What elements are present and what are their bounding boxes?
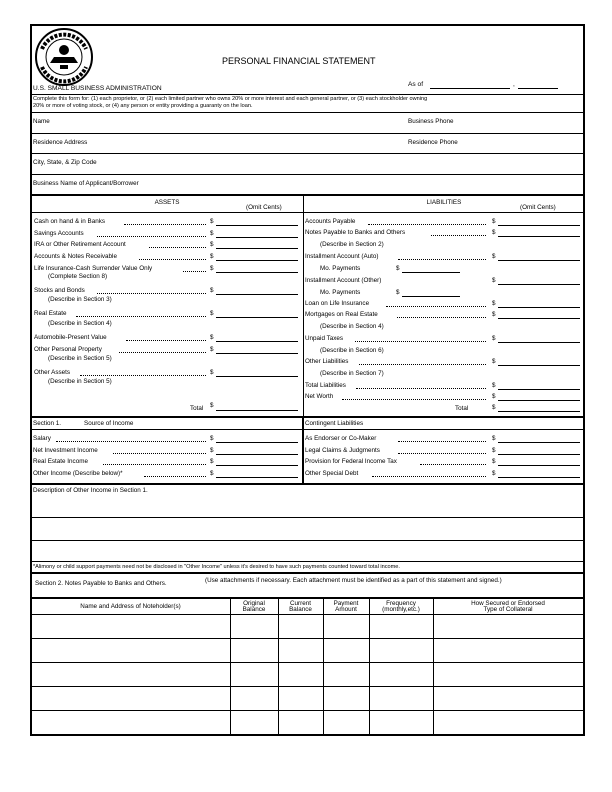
sba-seal-icon	[34, 27, 94, 87]
real-estate-income-field[interactable]	[216, 465, 298, 466]
col-collateral: Type of Collateral	[483, 606, 533, 613]
installment-auto-field[interactable]	[498, 260, 580, 261]
federal-tax-provision-field[interactable]	[498, 465, 580, 466]
rule	[31, 94, 583, 95]
rule	[31, 483, 583, 485]
as-of-year-field[interactable]	[518, 88, 558, 89]
assets-total-field[interactable]	[216, 410, 298, 411]
col-current-balance: Balance	[289, 606, 312, 613]
liability-label: Accounts Payable	[305, 218, 356, 225]
table-col-line	[433, 597, 434, 734]
legal-claims-field[interactable]	[498, 454, 580, 455]
currency-sign: $	[210, 402, 214, 409]
liabilities-total-label: Total	[455, 405, 469, 412]
accounts-receivable-field[interactable]	[216, 260, 298, 261]
other-income-description-title: Description of Other Income in Section 1.	[33, 487, 148, 494]
liability-sublabel: (Describe in Section 7)	[320, 370, 384, 377]
endorser-field[interactable]	[498, 442, 580, 443]
asset-sublabel: (Describe in Section 4)	[48, 320, 112, 327]
other-special-debt-field[interactable]	[498, 477, 580, 478]
automobile-field[interactable]	[216, 341, 298, 342]
currency-sign: $	[396, 289, 400, 296]
col-original-balance: Balance	[242, 606, 266, 613]
currency-sign: $	[210, 287, 214, 294]
asset-label: Life Insurance-Cash Surrender Value Only	[34, 265, 153, 272]
residence-address-field[interactable]	[31, 153, 583, 154]
currency-sign: $	[492, 458, 496, 465]
currency-sign: $	[210, 346, 214, 353]
instructions-line-2: 20% or more of voting stock, or (4) any person or entity providing a guaranty on the loan.	[33, 103, 253, 109]
column-divider	[303, 195, 304, 416]
business-phone-label: Business Phone	[408, 118, 454, 125]
salary-field[interactable]	[216, 442, 298, 443]
rule	[31, 194, 583, 196]
liability-sublabel: (Describe in Section 6)	[320, 347, 384, 354]
assets-heading: ASSETS	[154, 199, 180, 206]
liability-label: Notes Payable to Banks and Others	[305, 229, 406, 236]
currency-sign: $	[492, 447, 496, 454]
liability-label: Installment Account (Auto)	[305, 253, 379, 260]
table-row[interactable]	[31, 710, 583, 711]
currency-sign: $	[210, 241, 214, 248]
other-assets-field[interactable]	[216, 376, 298, 377]
auto-monthly-payment-field[interactable]	[402, 272, 460, 273]
asset-label: Accounts & Notes Receivable	[34, 253, 117, 260]
liability-sublabel: (Describe in Section 2)	[320, 241, 384, 248]
rule	[31, 416, 583, 418]
stocks-bonds-field[interactable]	[216, 294, 298, 295]
col-payment-amount: Amount	[335, 606, 357, 613]
frame-bottom	[30, 734, 585, 736]
other-income-description-line[interactable]	[31, 561, 583, 562]
frame-right	[583, 24, 585, 736]
col-frequency: Frequency	[386, 600, 416, 607]
liability-sublabel: (Describe in Section 4)	[320, 323, 384, 330]
liabilities-heading: LIABILITIES	[426, 199, 462, 206]
net-worth-field[interactable]	[498, 400, 580, 401]
currency-sign: $	[210, 447, 214, 454]
sba-seal	[34, 27, 94, 87]
asset-label: Real Estate	[34, 310, 67, 317]
section1-title: Source of Income	[84, 420, 134, 427]
assets-omit-cents: (Omit Cents)	[246, 204, 282, 211]
asset-label: Savings Accounts	[34, 230, 84, 237]
contingent-label: As Endorser or Co-Maker	[305, 435, 377, 442]
liability-sublabel: Mo. Payments	[320, 289, 361, 296]
col-noteholder: Name and Address of Noteholder(s)	[80, 603, 181, 610]
liability-label: Loan on Life Insurance	[305, 300, 370, 307]
col-current-balance: Current	[290, 600, 311, 607]
liability-label: Unpaid Taxes	[305, 335, 344, 342]
currency-sign: $	[210, 265, 214, 272]
currency-sign: $	[492, 311, 496, 318]
income-label: Real Estate Income	[33, 458, 88, 465]
residence-phone-label: Residence Phone	[408, 139, 458, 146]
total-liabilities-field[interactable]	[498, 389, 580, 390]
asset-label: Other Personal Property	[34, 346, 102, 353]
loan-life-insurance-field[interactable]	[498, 307, 580, 308]
liability-sublabel: Mo. Payments	[320, 265, 361, 272]
table-row[interactable]	[31, 662, 583, 663]
liability-label: Net Worth	[305, 393, 334, 400]
currency-sign: $	[492, 393, 496, 400]
currency-sign: $	[396, 265, 400, 272]
currency-sign: $	[210, 458, 214, 465]
contingent-label: Provision for Federal Income Tax	[305, 458, 397, 465]
other-income-description-line[interactable]	[31, 517, 583, 518]
asset-sublabel: (Describe in Section 5)	[48, 378, 112, 385]
assets-total-label: Total	[190, 405, 204, 412]
currency-sign: $	[210, 334, 214, 341]
real-estate-field[interactable]	[216, 317, 298, 318]
rule	[31, 572, 583, 574]
currency-sign: $	[210, 218, 214, 225]
instructions-line-1: Complete this form for: (1) each proprietor, or (2) each limited partner who owns 20% or more interest and each general partner, or (3) each stockholder owning	[33, 96, 428, 102]
contingent-label: Other Special Debt	[305, 470, 359, 477]
other-personal-property-field[interactable]	[216, 353, 298, 354]
contingent-label: Legal Claims & Judgments	[305, 447, 380, 454]
other-monthly-payment-field[interactable]	[402, 296, 460, 297]
life-insurance-field[interactable]	[216, 272, 298, 273]
section2-title: Section 2. Notes Payable to Banks and Others.	[35, 580, 167, 587]
currency-sign: $	[492, 404, 496, 411]
other-income-field[interactable]	[216, 477, 298, 478]
as-of-date-field[interactable]	[430, 88, 510, 89]
col-frequency: (monthly,etc.)	[382, 606, 420, 613]
accounts-payable-field[interactable]	[498, 225, 580, 226]
liability-label: Other Liabilities	[305, 358, 349, 365]
rule	[31, 429, 583, 430]
asset-label: Automobile-Present Value	[34, 334, 107, 341]
savings-accounts-field[interactable]	[216, 237, 298, 238]
liability-label: Total Liabilities	[305, 382, 346, 389]
currency-sign: $	[492, 335, 496, 342]
liability-label: Installment Account (Other)	[305, 277, 382, 284]
alimony-footnote: *Alimony or child support payments need not be disclosed in "Other Income" unless it's desired to have such payments counted toward total income.	[33, 564, 400, 570]
currency-sign: $	[210, 435, 214, 442]
city-state-zip-label: City, State, & Zip Code	[33, 159, 97, 166]
business-name-label: Business Name of Applicant/Borrower	[33, 180, 139, 187]
city-state-zip-field[interactable]	[31, 174, 583, 175]
asset-label: IRA or Other Retirement Account	[34, 241, 126, 248]
table-col-line	[369, 597, 370, 734]
section2-note: (Use attachments if necessary. Each attachment must be identified as a part of this statement and signed.)	[205, 577, 502, 584]
asset-label: Stocks and Bonds	[34, 287, 85, 294]
column-divider	[302, 416, 304, 483]
other-liabilities-field[interactable]	[498, 365, 580, 366]
income-label: Other Income (Describe below)*	[33, 470, 123, 477]
currency-sign: $	[210, 253, 214, 260]
col-collateral: How Secured or Endorsed	[471, 600, 545, 607]
currency-sign: $	[492, 229, 496, 236]
rule	[31, 597, 583, 599]
currency-sign: $	[210, 310, 214, 317]
currency-sign: $	[492, 435, 496, 442]
currency-sign: $	[492, 300, 496, 307]
rule	[31, 212, 583, 213]
table-col-line	[230, 597, 231, 734]
currency-sign: $	[210, 470, 214, 477]
asset-sublabel: (Describe in Section 3)	[48, 296, 112, 303]
income-label: Salary	[33, 435, 51, 442]
net-investment-income-field[interactable]	[216, 454, 298, 455]
currency-sign: $	[210, 369, 214, 376]
name-label: Name	[33, 118, 50, 125]
agency-name: U.S. SMALL BUSINESS ADMINISTRATION	[33, 85, 162, 92]
residence-address-label: Residence Address	[33, 139, 88, 146]
unpaid-taxes-field[interactable]	[498, 342, 580, 343]
currency-sign: $	[492, 382, 496, 389]
currency-sign: $	[492, 358, 496, 365]
other-income-description-line[interactable]	[31, 540, 583, 541]
currency-sign: $	[492, 253, 496, 260]
form-title: PERSONAL FINANCIAL STATEMENT	[222, 56, 376, 66]
notes-payable-field[interactable]	[498, 236, 580, 237]
currency-sign: $	[492, 277, 496, 284]
name-field[interactable]	[31, 133, 583, 134]
rule	[31, 614, 583, 615]
col-payment-amount: Payment	[333, 600, 359, 607]
date-separator: ,	[513, 81, 515, 88]
col-original-balance: Original	[243, 600, 265, 607]
rule	[31, 112, 583, 113]
frame-left	[30, 24, 32, 736]
currency-sign: $	[492, 218, 496, 225]
asset-label: Cash on hand & in Banks	[34, 218, 106, 225]
cash-on-hand-field[interactable]	[216, 225, 298, 226]
contingent-title: Contingent Liabilities	[305, 420, 364, 427]
currency-sign: $	[492, 470, 496, 477]
income-label: Net Investment Income	[33, 447, 98, 454]
asset-label: Other Assets	[34, 369, 71, 376]
as-of-label: As of	[408, 81, 424, 88]
currency-sign: $	[210, 230, 214, 237]
table-col-line	[323, 597, 324, 734]
liabilities-total-field[interactable]	[498, 411, 580, 412]
liabilities-omit-cents: (Omit Cents)	[520, 204, 556, 211]
asset-sublabel: (Complete Section 8)	[48, 273, 108, 280]
ira-field[interactable]	[216, 248, 298, 249]
section1-label: Section 1.	[33, 420, 62, 427]
table-row[interactable]	[31, 638, 583, 639]
installment-other-field[interactable]	[498, 284, 580, 285]
mortgages-field[interactable]	[498, 318, 580, 319]
frame-top	[30, 24, 585, 26]
table-col-line	[278, 597, 279, 734]
liability-label: Mortgages on Real Estate	[305, 311, 378, 318]
asset-sublabel: (Describe in Section 5)	[48, 355, 112, 362]
table-row[interactable]	[31, 686, 583, 687]
